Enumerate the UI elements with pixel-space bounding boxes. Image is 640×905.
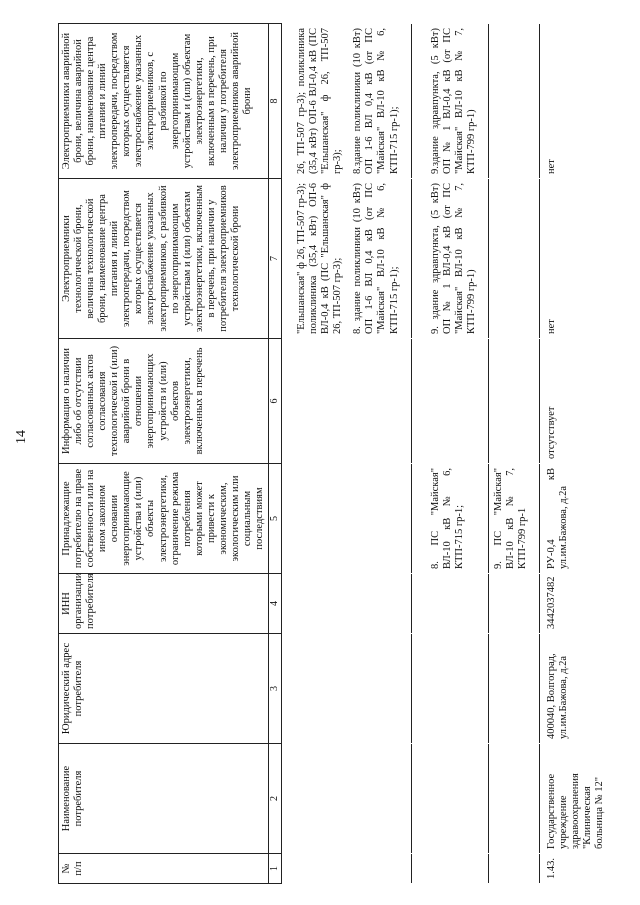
tech-reserve-items — [282, 179, 412, 339]
header-address: Юридический адрес потребителя — [59, 634, 269, 744]
cell-text: 9.здание здравпункта, (5 кВт) ОП № 1 ВЛ-0,4 кВ (от ПС "Майская" ВЛ-10 кВ № 7, КТП-799 гр-1) — [429, 28, 477, 174]
column-number: 6 — [269, 339, 282, 464]
cell-text: "Ельшанская" ф 26, ТП-507 гр-3); поликлиника (35,4 кВт) ОП-6 ВЛ-0,4 кВ (ПС "Ельшанская" ф 26, ТП-507 гр-3); — [296, 183, 344, 334]
consumer-name: Государственное учреждение здравоохранения "Клиническая больница № 12" — [540, 744, 609, 854]
row-number: 1.43. — [540, 854, 609, 884]
cell-text: 9. ПС "Майская" ВЛ-10 кВ № 7, КТП-799 гр-1 — [492, 468, 528, 569]
column-number: 7 — [269, 179, 282, 339]
emergency-reserve-items — [411, 24, 488, 179]
column-number-row — [269, 24, 282, 884]
consumer-name — [282, 744, 412, 854]
tech-reserve-items — [540, 179, 609, 339]
row-number — [488, 854, 539, 884]
header-name: Наименование потребителя — [59, 744, 269, 854]
header-emergency-reserve: Электроприемники аварийной брони, величина аварийной брони, наименование центра питания и линий электропередачи, посредством которых осуществляется электроснабжение указанных электроприемников, с разбивкой по энергопринимающим устройствам и (или) объектам электроэнергетики, включенным в перечень, при наличии у потребителя электроприемников аварийной брони — [59, 24, 269, 179]
column-number: 2 — [269, 744, 282, 854]
consumer-address — [488, 634, 539, 744]
consumer-name — [411, 744, 488, 854]
tech-reserve-items — [411, 179, 488, 339]
consumer-name — [488, 744, 539, 854]
row-number — [411, 854, 488, 884]
table-row — [488, 24, 539, 884]
table-sheet — [58, 24, 608, 884]
cell-text: 26, ТП-507 гр-3); поликлиника (35,4 кВт) ОП-6 ВЛ-0,4 кВ (ПС "Ельшанская" ф 26, ТП-507 гр-3); — [296, 28, 344, 174]
header-tech-reserve: Электроприемники технологической брони, величина технологической брони, наименование центра питания и линий электропередачи, посредством которых осуществляется электроснабжение указанных электроприемников, с разбивкой по энергопринимающим устройствам и (или) объектам электроэнергетики, включенным в перечень, при наличии у потребителя электроприемников технологической брони — [59, 179, 269, 339]
consumer-devices — [540, 464, 609, 574]
column-number: 4 — [269, 574, 282, 634]
consumer-address — [282, 634, 412, 744]
consumer-devices — [411, 464, 488, 574]
table-row — [282, 24, 412, 884]
consumer-table — [58, 23, 608, 884]
column-number: 1 — [269, 854, 282, 884]
cell-text: РУ-0,4 кВ ул.им.Бажова, д.2а — [546, 468, 570, 569]
column-number: 5 — [269, 464, 282, 574]
column-number: 8 — [269, 24, 282, 179]
cell-text: 8. ПС "Майская" ВЛ-10 кВ № 6, КТП-715 гр-1; — [429, 468, 465, 569]
header-acts: Информация о наличии либо об отсутствии согласованных актов согласования технологической и (или) аварийной брони в отношении энергопринимающих устройств и (или) объектов электроэнергетики, включенных в перечень — [59, 339, 269, 464]
consumer-inn — [282, 574, 412, 634]
row-number — [282, 854, 412, 884]
header-no: № п/п — [59, 854, 269, 884]
consumer-inn — [411, 574, 488, 634]
cell-text: нет — [546, 159, 557, 174]
emergency-reserve-items — [540, 24, 609, 179]
consumer-address: 400040, Волгоград, ул.им.Бажова, д.2а — [540, 634, 609, 744]
header-devices: Принадлежащие потребителю на праве собственности или на ином законном основании энергопринимающие устройства и (или) объекты электроэнергетики, ограничение режима потребления которыми может привести к экономическим, экологическим или социальным последствиям — [59, 464, 269, 574]
reserve-acts — [282, 339, 412, 464]
consumer-address — [411, 634, 488, 744]
header-inn: ИНН организации потребителя — [59, 574, 269, 634]
header-row — [59, 24, 269, 884]
column-number: 3 — [269, 634, 282, 744]
reserve-acts — [411, 339, 488, 464]
cell-text: 8. здание поликлиники (10 кВт) ОП 1-6 ВЛ 0,4 кВ (от ПС "Майская" ВЛ-10 кВ № 6, КТП-715 гр-1); — [352, 183, 400, 334]
cell-text: 9. здание здравпункта, (5 кВт) ОП № 1 ВЛ-0,4 кВ (от ПС "Майская" ВЛ-10 кВ № 7, КТП-799 гр-1) — [429, 183, 477, 334]
consumer-inn — [488, 574, 539, 634]
reserve-acts — [488, 339, 539, 464]
table-body — [282, 24, 609, 884]
reserve-acts: отсутствует — [540, 339, 609, 464]
table-row — [411, 24, 488, 884]
cell-text: 8.здание поликлиники (10 кВт) ОП 1-6 ВЛ 0,4 кВ (от ПС "Майская" ВЛ-10 кВ № 6, КТП-715 гр-1); — [352, 28, 400, 174]
consumer-devices — [488, 464, 539, 574]
consumer-inn: 3442037482 — [540, 574, 609, 634]
table-row — [540, 24, 609, 884]
emergency-reserve-items — [282, 24, 412, 179]
emergency-reserve-items — [488, 24, 539, 179]
tech-reserve-items — [488, 179, 539, 339]
consumer-devices — [282, 464, 412, 574]
cell-text: нет — [546, 319, 557, 334]
page-number: 14 — [14, 430, 29, 444]
